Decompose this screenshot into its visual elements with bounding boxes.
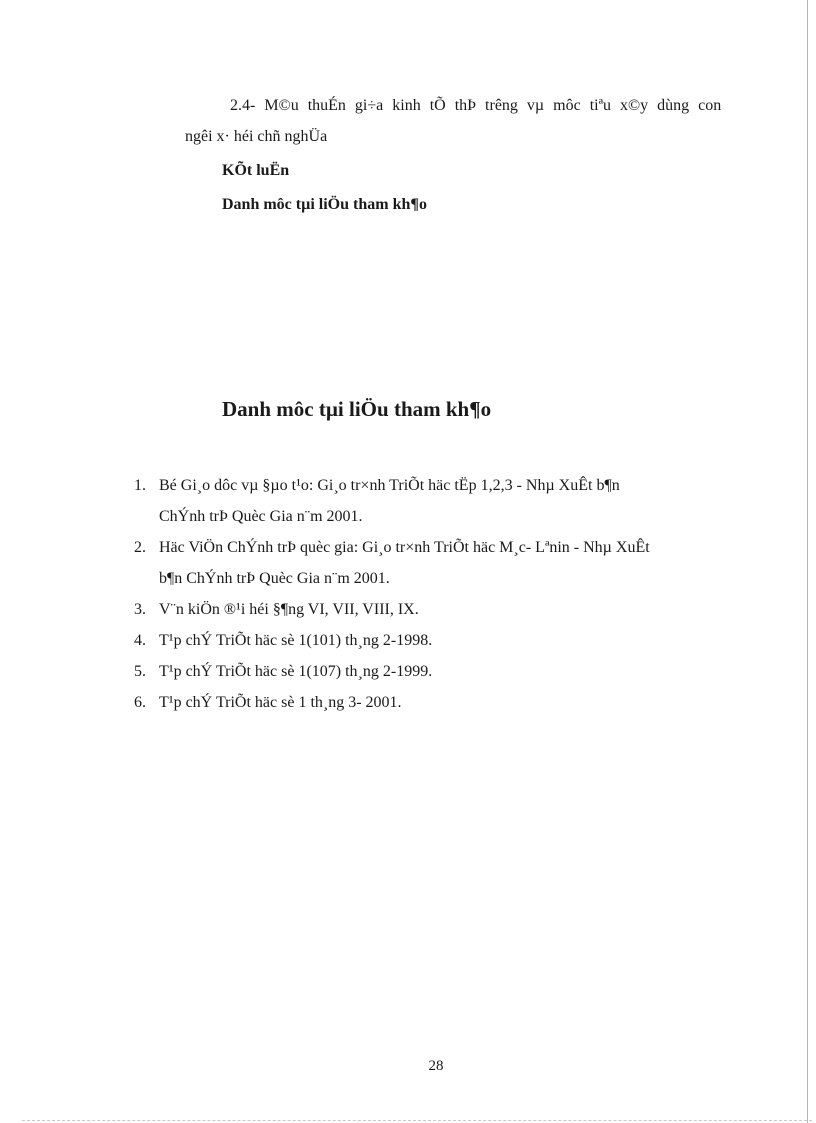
reference-number: 2. [134,539,146,556]
reference-text: Bé Gi¸o dôc vµ §µo t¹o: Gi¸o tr×nh TriÕt häc tËp 1,2,3 - Nhµ XuÊt b¶n [159,477,620,494]
toc-references: Danh môc tµi liÖu tham kh¶o [222,196,427,213]
references-heading: Danh môc tµi liÖu tham kh¶o [222,397,492,421]
reference-number: 3. [134,601,146,618]
page-right-border [807,0,808,1123]
toc-item-2-4-continued: ngêi x· héi chñ nghÜa [185,128,328,145]
page-number: 28 [428,1058,444,1074]
reference-item-2 [134,532,734,594]
reference-number: 5. [134,663,146,680]
reference-text: Häc ViÖn ChÝnh trÞ quèc gia: Gi¸o tr×nh TriÕt häc M¸c- Lªnin - Nhµ XuÊt [159,539,650,556]
reference-text: T¹p chÝ TriÕt häc sè 1(107) th¸ng 2-1999. [159,663,433,680]
reference-item-3 [134,594,734,625]
reference-text: V¨n kiÖn ®¹i héi §¶ng VI, VII, VIII, IX. [159,601,419,618]
reference-text-continued: b¶n ChÝnh trÞ Quèc Gia n¨m 2001. [159,570,390,587]
reference-item-1 [134,470,734,532]
reference-list [134,470,734,718]
reference-number: 1. [134,477,146,494]
reference-item-4 [134,625,734,656]
page-bottom-divider [22,1120,812,1121]
reference-item-6 [134,687,734,718]
reference-text: T¹p chÝ TriÕt häc sè 1 th¸ng 3- 2001. [159,694,402,711]
toc-conclusion: KÕt luËn [222,162,290,179]
reference-number: 6. [134,694,146,711]
reference-number: 4. [134,632,146,649]
reference-text: T¹p chÝ TriÕt häc sè 1(101) th¸ng 2-1998. [159,632,433,649]
reference-text-continued: ChÝnh trÞ Quèc Gia n¨m 2001. [159,508,363,525]
reference-item-5 [134,656,734,687]
toc-item-2-4: 2.4- M©u thuÉn gi÷a kinh tÕ thÞ trêng vµ môc tiªu x©y dùng con [230,97,722,114]
